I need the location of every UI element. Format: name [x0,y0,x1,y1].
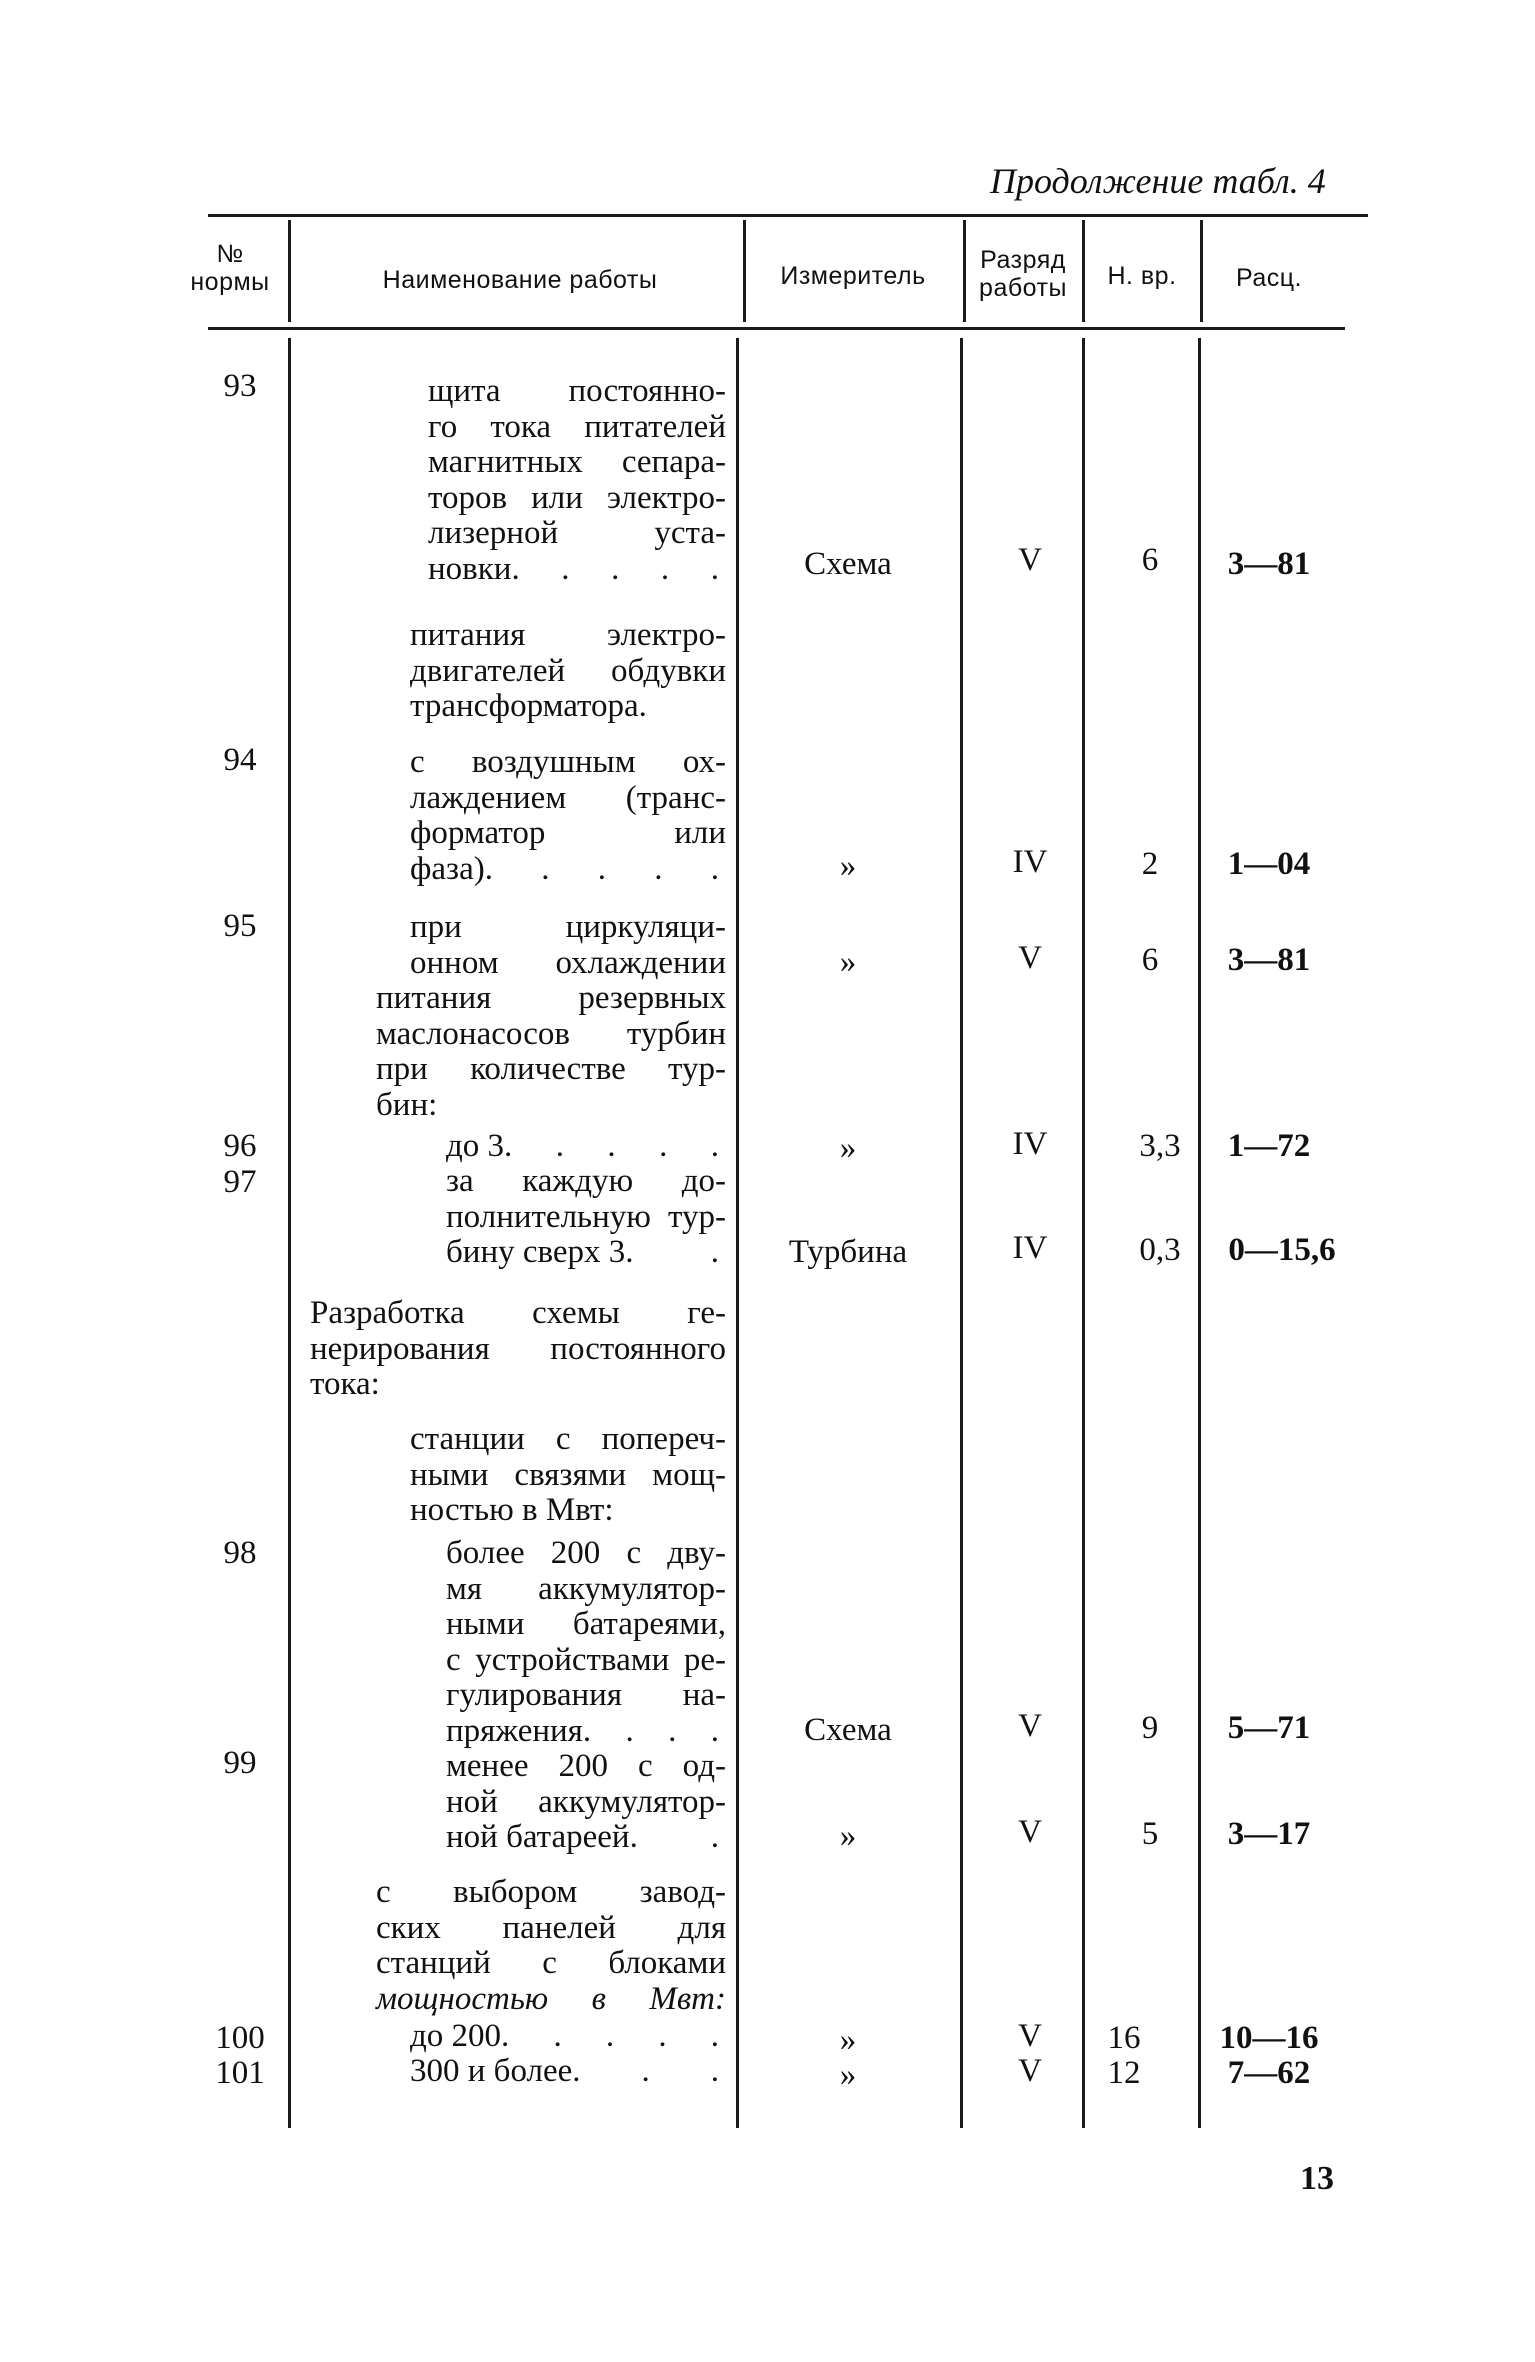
header-grade [966,246,1080,302]
unit-cell: Схема [804,1712,892,1748]
description-line: при количестве тур- [376,1051,726,1087]
work-description [428,374,726,587]
section-heading [310,1296,726,1403]
norm-time-cell: 9 [1141,1710,1159,1746]
header-norm-time: Н. вр. [1107,262,1177,290]
work-subheading [376,981,726,1123]
work-description [410,910,726,981]
norm-time-cell: 12 [1107,2055,1141,2091]
price-cell: 3—81 [1227,942,1311,978]
description-text: до 200 [410,2018,502,2054]
price-cell: 5—71 [1227,1710,1311,1746]
description-line: ными батареями, [446,1606,726,1642]
header-divider [1082,220,1085,322]
grade-cell: V [1018,1708,1042,1744]
header-number-symbol: № [216,240,244,268]
unit-cell: » [839,1818,857,1854]
grade-cell: V [1018,2018,1042,2054]
description-line: трансформатора. [410,688,647,724]
description-line: станции с попереч- [410,1421,726,1457]
grade-cell: IV [1012,844,1048,880]
description-line: Разработка схемы ге- [310,1295,726,1331]
header-divider [1200,220,1203,322]
description-line: питания электро- [410,617,726,653]
description-line [446,1235,726,1271]
row-number: 99 [223,1745,257,1781]
column-divider [288,338,291,2128]
description-line: мощностью в Мвт: [376,1980,726,2017]
work-subheading [376,1875,726,2017]
leader-dots: . . . . . [504,1129,726,1164]
row-number: 101 [215,2055,265,2091]
description-line: онном охлаждении [410,944,726,981]
price-cell: 0—15,6 [1228,1232,1336,1268]
header-bottom-rule [208,327,1345,330]
description-line: за каждую до- [446,1163,726,1199]
description-line: ными связями мощ- [410,1456,726,1493]
header-price: Расц. [1235,264,1302,292]
leader-dots: . . . . . [484,851,726,887]
work-description [410,2019,726,2055]
header-divider [743,220,746,322]
description-line [410,852,726,888]
description-text: пряжения [446,1712,583,1749]
description-line: гулирования на- [446,1677,726,1713]
description-line [446,1714,726,1750]
description-line: лизерной уста- [428,515,726,551]
norm-time-cell: 2 [1141,846,1159,882]
header-number-label: нормы [190,268,270,296]
work-description [446,1164,726,1271]
leader-dots: . . . . . [511,551,726,587]
table-top-rule [208,214,1368,217]
description-line [428,552,726,588]
unit-cell: Схема [804,546,892,582]
description-line [446,1820,726,1856]
work-description [410,745,726,887]
work-subheading [410,1422,726,1529]
description-line: ностью в Мвт: [410,1492,614,1528]
price-cell: 10—16 [1219,2020,1319,2056]
price-cell: 3—81 [1227,546,1311,582]
leader-dots: . . [629,1820,726,1855]
row-number: 97 [223,1164,257,1200]
row-number: 93 [223,368,257,404]
column-divider [736,338,739,2128]
norm-time-cell: 5 [1141,1816,1159,1852]
unit-cell: Турбина [788,1234,908,1270]
description-line: полнительную тур- [446,1198,726,1235]
norm-time-cell: 0,3 [1139,1232,1181,1268]
description-text: бину сверх 3 [446,1234,626,1270]
description-text: 300 и более [410,2053,573,2089]
unit-cell: » [839,944,857,980]
description-line: ских панелей для [376,1909,726,1946]
description-line: станций с блоками [376,1945,726,1981]
description-line: двигателей обдувки [410,652,726,689]
description-line: маслонасосов турбин [376,1015,726,1052]
description-line: с воздушным ох- [410,744,726,780]
row-number: 95 [223,908,257,944]
description-text: до 3 [446,1128,505,1164]
description-line: бин: [376,1086,438,1123]
norm-time-cell: 6 [1141,942,1159,978]
leader-dots: . . [625,1235,726,1270]
header-unit: Измеритель [780,262,926,290]
grade-cell: V [1018,2053,1042,2089]
norm-time-cell: 3,3 [1139,1128,1181,1164]
description-line: при циркуляци- [410,909,726,945]
grade-cell: IV [1012,1126,1048,1162]
description-line: более 200 с дву- [446,1535,726,1571]
unit-cell: » [839,2022,857,2058]
header-grade-line1: Разряд [980,246,1066,274]
description-line: менее 200 с од- [446,1748,726,1784]
grade-cell: V [1018,940,1042,976]
continuation-caption: Продолжение табл. 4 [990,161,1326,201]
price-cell: 1—72 [1227,1128,1311,1164]
description-line: мя аккумулятор- [446,1570,726,1607]
grade-cell: V [1018,542,1042,578]
unit-cell: » [839,2057,857,2093]
work-subheading [410,618,726,725]
grade-cell: V [1018,1814,1042,1850]
description-line: нерирования постоянного [310,1330,726,1367]
description-line: магнитных сепара- [428,444,726,480]
description-text: фаза) [410,850,485,887]
leader-dots: . . . . . [501,2019,726,2054]
unit-cell: » [839,848,857,884]
description-line [410,2019,726,2055]
description-text: новки [428,550,512,587]
header-divider [288,220,291,322]
unit-cell: » [839,1130,857,1166]
work-description [410,2054,726,2090]
description-text: ной батареей [446,1819,630,1855]
leader-dots: . . . [572,2054,726,2089]
row-number: 100 [215,2020,265,2056]
description-line: с устройствами ре- [446,1641,726,1678]
page-number: 13 [1300,2160,1334,2197]
description-line: торов или электро- [428,479,726,516]
description-line: с выбором завод- [376,1874,726,1910]
description-line: го тока питателей [428,408,726,445]
description-line: тока: [310,1366,380,1402]
header-work-name: Наименование работы [382,266,658,294]
work-description [446,1749,726,1856]
grade-cell: IV [1012,1230,1048,1266]
description-line: форматор или [410,815,726,851]
description-line [446,1129,726,1165]
leader-dots: . . . . [582,1713,726,1749]
column-divider [960,338,963,2128]
norm-time-cell: 16 [1107,2020,1141,2056]
norm-time-cell: 6 [1141,542,1159,578]
row-number: 94 [223,742,257,778]
description-line: ной аккумулятор- [446,1783,726,1820]
description-line: лаждением (транс- [410,779,726,816]
description-line [410,2054,726,2090]
description-line: питания резервных [376,980,726,1016]
header-number [180,240,280,296]
description-line: щита постоянно- [428,373,726,409]
price-cell: 1—04 [1227,846,1311,882]
price-cell: 7—62 [1227,2055,1311,2091]
row-number: 96 [223,1128,257,1164]
work-description [446,1536,726,1749]
work-description [446,1129,726,1165]
price-cell: 3—17 [1227,1816,1311,1852]
header-grade-line2: работы [979,274,1067,302]
row-number: 98 [223,1535,257,1571]
